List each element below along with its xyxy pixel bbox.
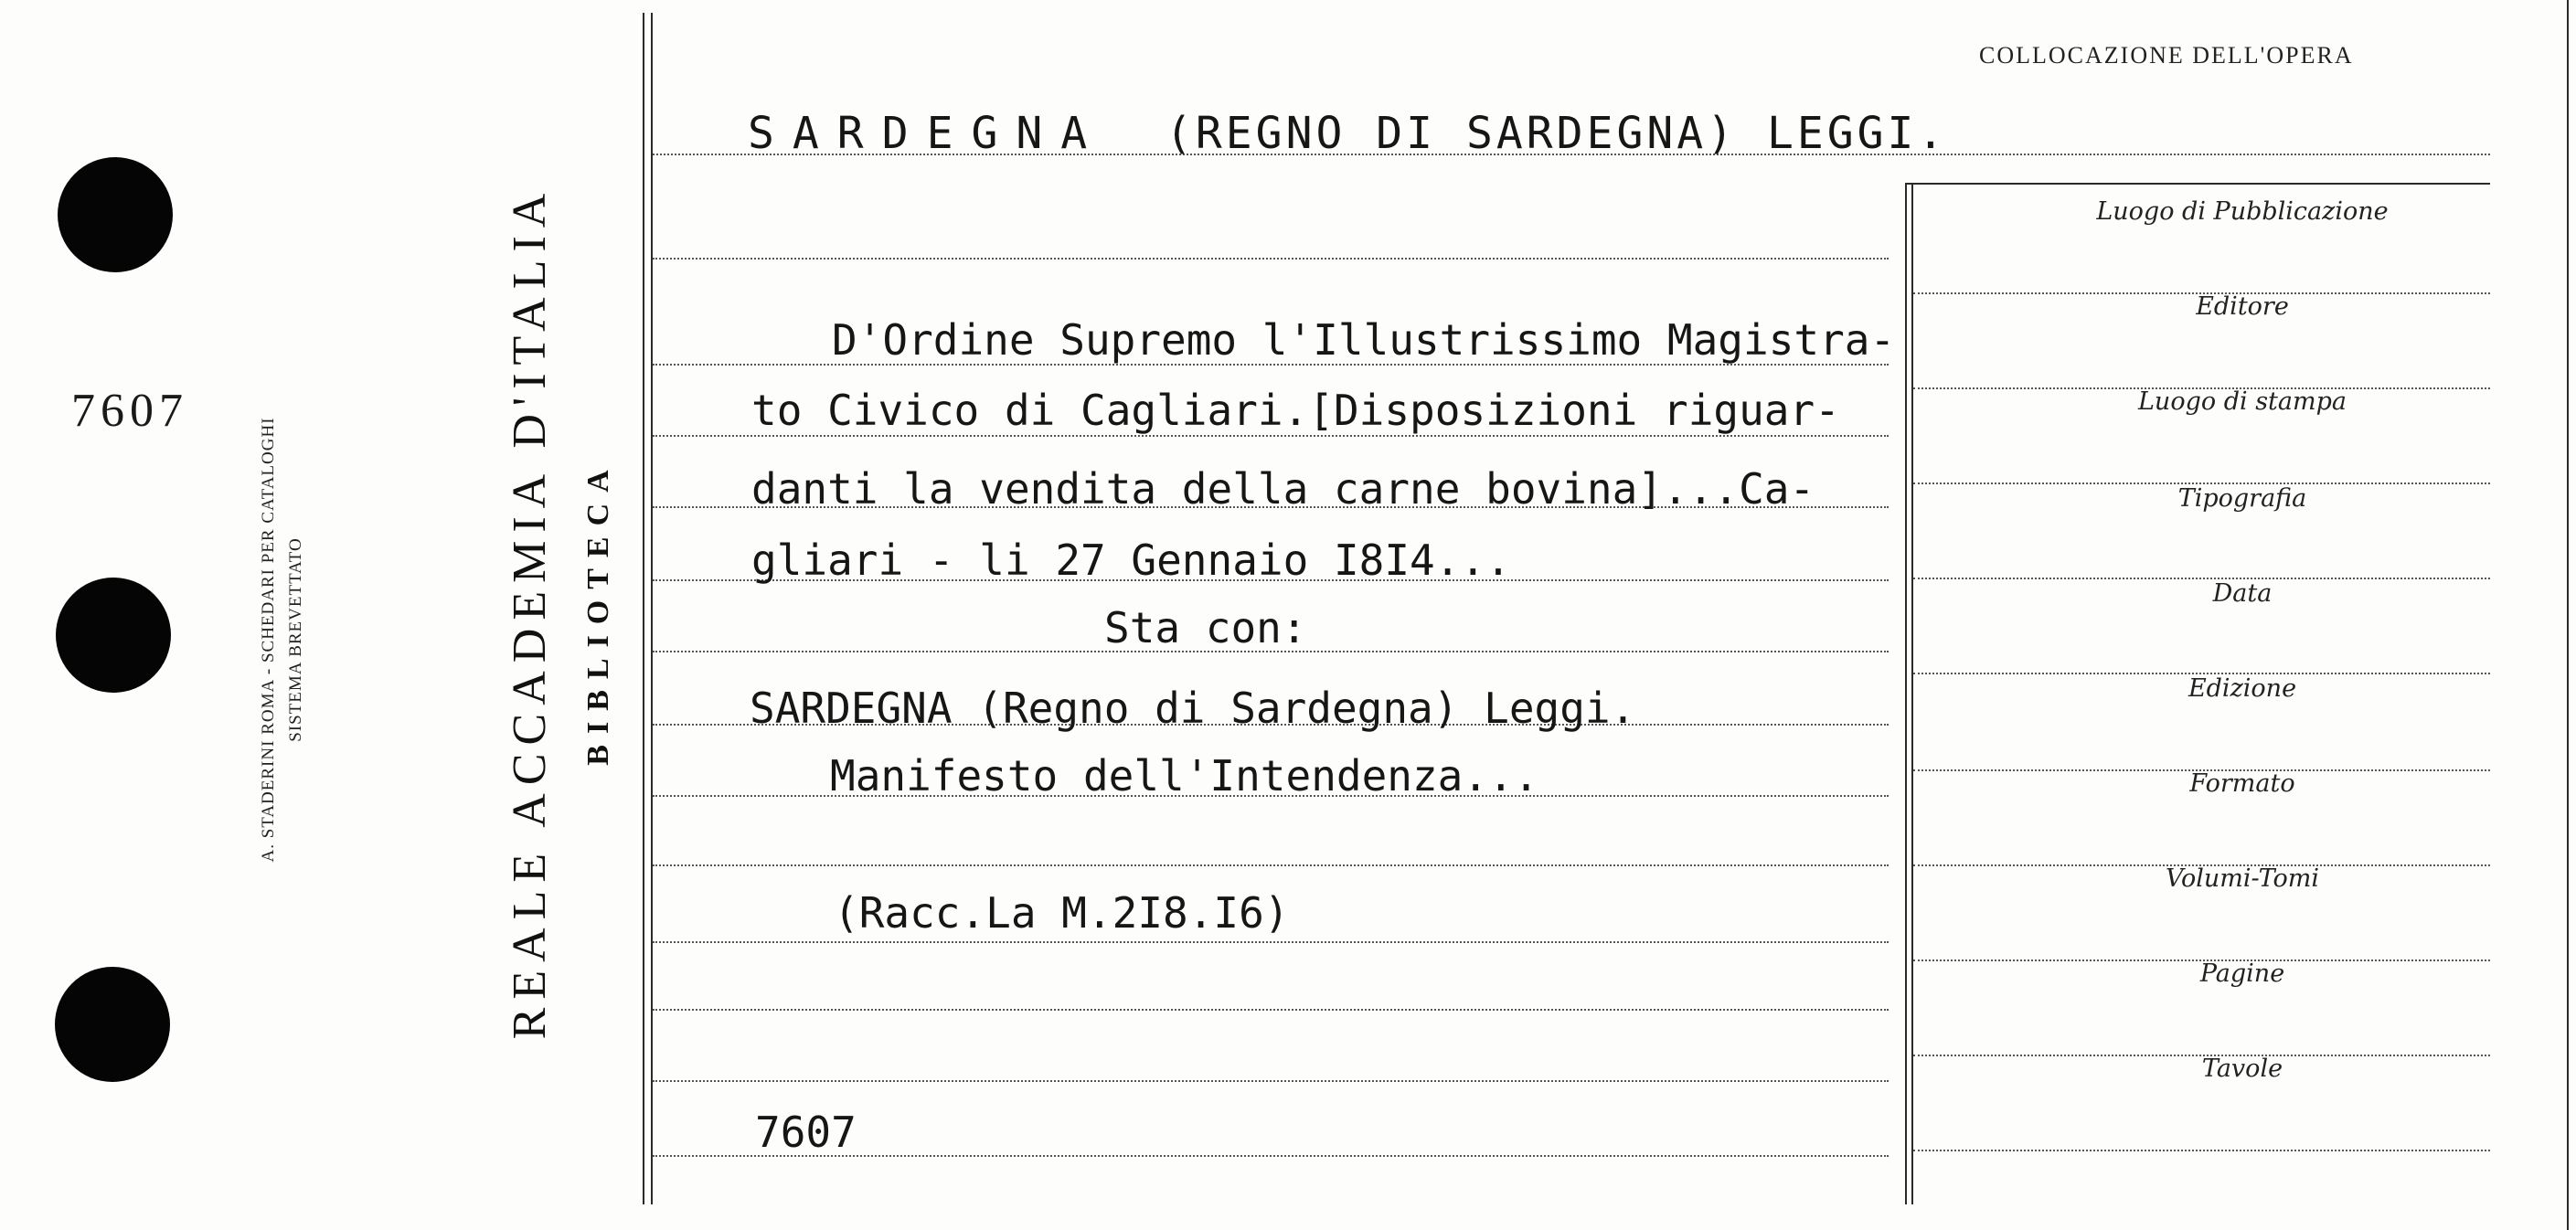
- field-luogo-stampa: Luogo di stampa: [2138, 387, 2347, 416]
- dotted-line: [653, 258, 1889, 260]
- body-line-2: to Civico di Cagliari.[Disposizioni riguar-: [751, 386, 1840, 435]
- field-formato: Formato: [2189, 769, 2295, 798]
- panel-dotted-line: [1913, 1150, 2490, 1151]
- printer-line-1: A. STADERINI ROMA - SCHEDARI PER CATALOGHI: [259, 417, 278, 863]
- panel-divider-rule: [1905, 183, 1907, 1204]
- field-pagine: Pagine: [2199, 960, 2285, 988]
- dotted-line: [653, 1009, 1889, 1011]
- printer-imprint: [255, 201, 321, 1078]
- bottom-catalog-number: 7607: [755, 1108, 857, 1157]
- cross-ref-line-2: Manifesto dell'Intendenza...: [830, 751, 1539, 801]
- body-line-1: D'Ordine Supremo l'Illustrissimo Magistra-: [832, 315, 1896, 365]
- left-catalog-number: 7607: [71, 385, 188, 437]
- dotted-line: [653, 941, 1889, 943]
- printer-line-2: SISTEMA BREVETTATO: [286, 537, 305, 742]
- collection-reference: (Racc.La M.2I8.I6): [834, 888, 1290, 938]
- institution-name: REALE ACCADEMIA D'ITALIA: [504, 185, 556, 1040]
- punch-hole-top: [58, 157, 173, 272]
- punch-hole-middle: [56, 578, 171, 693]
- dotted-line: [653, 1080, 1889, 1082]
- panel-top-rule: [1905, 183, 2490, 185]
- field-luogo-pubblicazione: Luogo di Pubblicazione: [2096, 197, 2389, 226]
- heading-main: SARDEGNA: [748, 108, 1106, 159]
- card-heading: [748, 108, 1947, 159]
- field-edizione: Edizione: [2187, 674, 2297, 703]
- field-editore: Editore: [2196, 292, 2289, 321]
- body-line-4: gliari - li 27 Gennaio I8I4...: [751, 535, 1511, 585]
- field-tavole: Tavole: [2201, 1055, 2283, 1083]
- dotted-line: [653, 864, 1889, 866]
- body-line-3: danti la vendita della carne bovina]...Ca-: [751, 464, 1815, 514]
- left-margin-rule: [643, 13, 644, 1204]
- right-edge-rule: [2567, 0, 2569, 1230]
- field-volumi-tomi: Volumi-Tomi: [2165, 864, 2320, 893]
- cross-ref-line-1: SARDEGNA (Regno di Sardegna) Leggi.: [750, 684, 1636, 733]
- left-margin-rule-inner: [651, 13, 653, 1204]
- field-data: Data: [2212, 579, 2273, 608]
- field-tipografia: Tipografia: [2177, 484, 2307, 513]
- heading-rest: (REGNO DI SARDEGNA) LEGGI.: [1165, 108, 1948, 159]
- dotted-line: [653, 435, 1889, 437]
- punch-hole-bottom: [55, 967, 170, 1082]
- sta-con-label: Sta con:: [1104, 603, 1307, 652]
- collocazione-label: COLLOCAZIONE DELL'OPERA: [1979, 42, 2354, 69]
- institution-sub: BIBLIOTECA: [581, 459, 615, 766]
